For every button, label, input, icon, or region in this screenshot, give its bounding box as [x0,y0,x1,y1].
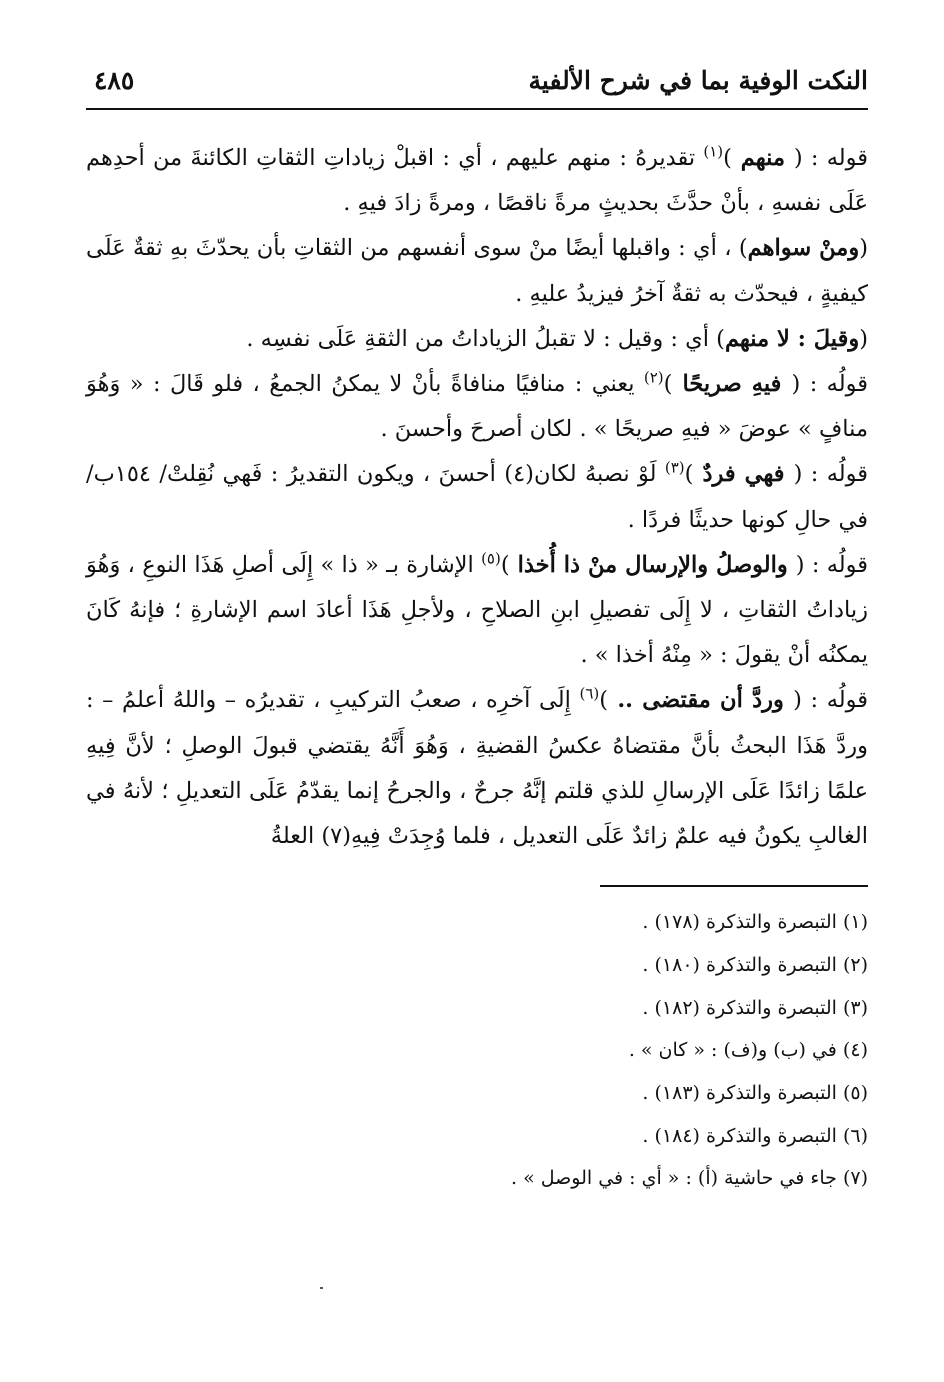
paragraph [86,452,868,542]
quote-lead: ( [859,235,868,262]
commentary: يعني : منافيًا منافاةً بأنْ لا يمكنُ الجمعُ ، فلو قَالَ : « وَهُوَ منافٍ » عوضَ « فيهِ صريحًا » . لكان أصرحَ وأحسنَ . [86,371,868,443]
commentary: إِلَى آخرِه ، صعبُ التركيبِ ، تقديرُه – واللهُ أعلمُ – : وردَّ هَذَا البحثُ بأنَّ مقتضاهُ عكسُ القضيةِ ، وَهُوَ أَنَّهُ يقتضي قبولَ الوصلِ ؛ لأنَّ فِيهِ علمًا زائدًا عَلَى الإرسالِ للذي قلتم إنَّهُ جرحٌ ، والجرحُ إنما يقدّمُ عَلَى التعديلِ ؛ لأنهُ في الغالبِ يكونُ فيه علمٌ زائدٌ عَلَى التعديل ، فلما وُجِدَتْ فِيهِ(٧) العلةُ [86,687,868,850]
footnote-item: (٦) التبصرة والتذكرة (١٨٤) . [642,1124,868,1147]
footnote-item: (٥) التبصرة والتذكرة (١٨٣) . [642,1082,868,1105]
quote-close: ) [500,551,510,578]
paragraph [86,362,868,452]
scan-speck [320,1287,323,1289]
paragraph [86,543,868,679]
quoted-verse: والوصلُ والإرسال منْ ذا أُخذا [509,551,796,578]
quote-close: ) [663,371,673,398]
quote-lead: قولُه : ( [793,687,868,714]
quote-close: ) [599,687,609,714]
commentary: تقديرهُ : منهم عليهم ، أي : اقبلْ زياداتِ الثقاتِ الكائنةَ من أحدِهم عَلَى نفسهِ ، بأنْ حدَّثَ بحديثٍ مرةً ناقصًا ، ومرةً زادَ فيهِ . [86,145,868,217]
footnote-ref: (٢) [643,368,664,387]
quoted-verse: منهم [731,145,794,171]
paragraph [86,317,868,362]
commentary: أي : وقيل : لا تقبلُ الزياداتُ من الثقةِ عَلَى نفسِه . [246,325,717,352]
quote-lead: قولُه : ( [795,551,868,578]
quoted-verse: فيهِ صريحًا [672,371,792,398]
footnote-item: (١) التبصرة والتذكرة (١٧٨) . [642,911,868,934]
footnote-ref: (٣) [664,458,685,477]
quote-lead: ( [859,325,868,352]
quote-close: ) [723,145,732,171]
footnote-separator [600,885,868,887]
main-text [86,136,868,859]
footnote-ref: (٦) [579,684,600,703]
commentary: الإشارة بـ « ذا » إِلَى أصلِ هَذَا النوعِ ، وَهُوَ زياداتُ الثقاتِ ، لا إِلَى تفصيلِ ابنِ الصلاحِ ، ولأجلِ هَذَا أعادَ اسم الإشارةِ ؛ فإنهُ كَانَ يمكنُه أنْ يقولَ : « مِنْهُ أخذا » . [86,551,868,669]
quote-close: ) [716,325,725,352]
quote-close: ) [738,235,748,262]
footnotes [86,901,868,1200]
running-header [86,60,868,110]
quote-lead: قولُه : ( [793,461,869,488]
footnote-item: (٣) التبصرة والتذكرة (١٨٢) . [642,996,868,1019]
commentary: ، أي : واقبلها أيضًا منْ سوى أنفسهم من الثقاتِ بأن يحدّثَ بهِ ثقةٌ عَلَى كيفيةٍ ، فيحدّث به ثقةٌ آخرُ فيزيدُ عليهِ . [86,235,868,307]
quote-lead: قولُه : ( [791,371,868,398]
commentary: لَوْ نصبهُ لكان(٤) أحسنَ ، ويكون التقديرُ : فَهي نُقِلتْ/ ١٥٤ب/ في حالِ كونها حديثًا فردًا . [86,461,868,533]
quoted-verse: فهي فردٌ [693,461,794,488]
paragraph [86,226,868,316]
quote-lead: قوله : ( [793,145,869,171]
quoted-verse: وقيلَ : لا منهم [724,325,860,352]
quoted-verse: ومنْ سواهم [747,235,860,262]
footnote-item: (٧) جاء في حاشية (أ) : « أي : في الوصل » . [511,1167,868,1190]
footnote-ref: (٥) [481,549,501,568]
quoted-verse: وردَّ أن مقتضى .. [608,687,794,714]
page-number: ٤٨٥ [94,66,135,95]
footnote-item: (٤) في (ب) و(ف) : « كان » . [628,1039,868,1062]
paragraph [86,678,868,859]
book-page [86,60,868,1200]
book-title: النكت الوفية بما في شرح الألفية [528,66,868,95]
footnote-ref: (١) [703,142,724,161]
paragraph [86,136,868,226]
footnote-item: (٢) التبصرة والتذكرة (١٨٠) . [642,953,868,976]
quote-close: ) [684,461,694,488]
